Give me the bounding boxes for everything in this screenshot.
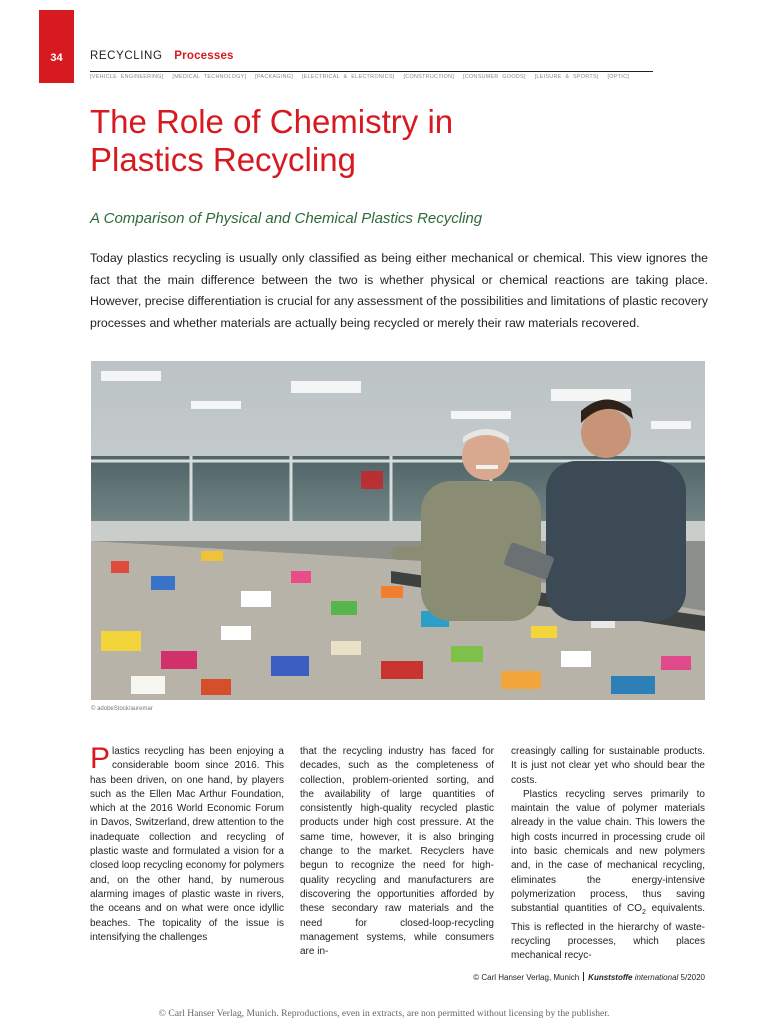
subscript: 2 xyxy=(642,909,646,917)
title-line-1: The Role of Chemistry in xyxy=(90,103,454,140)
page-footer xyxy=(473,972,705,982)
category-tag: [LEISURE & SPORTS] xyxy=(534,74,599,80)
article-subtitle: A Comparison of Physical and Chemical Plastics Recycling xyxy=(90,210,483,227)
category-tag: [VEHICLE ENGINEERING] xyxy=(90,74,164,80)
category-tag: [MEDICAL TECHNOLOGY] xyxy=(172,74,247,80)
section-header xyxy=(90,50,234,62)
article-photo xyxy=(91,361,705,700)
footer-edition: international xyxy=(634,973,679,982)
body-text: lastics recycling has been enjoying a considerable boom since 2016. This has been driven, on one hand, by players such as the Ellen Mac Arthur Foundation, which at the 2016 World Economic Forum in Davos, Switzerland, drew attention to the inadequate collection and recycling of plastic waste and formulated a vision for a closed loop recycling economy for polymers and, on the other hand, by numerous alarming images of plastic waste in rivers, the oceans and on what were once idyllic beaches. The topicality of the issue is intensifying the challenges xyxy=(90,746,284,943)
footer-separator xyxy=(583,972,584,981)
header-rule xyxy=(90,71,653,72)
section-label: RECYCLING xyxy=(90,50,163,62)
category-tag: [CONSUMER GOODS] xyxy=(462,74,526,80)
category-tag: [PACKAGING] xyxy=(255,74,294,80)
category-tag: [ELECTRICAL & ELECTRONICS] xyxy=(301,74,395,80)
page-number: 34 xyxy=(50,52,63,64)
body-text: equivalents. This is reflected in the hierarchy of waste-recycling processes, which places mechanical recyc- xyxy=(511,903,705,962)
body-text: Plastics recycling serves primarily to maintain the value of polymer materials already in the value chain. This lowers the high costs incurred in processing crude oil into basic chemicals and new polymers and, in the case of mechanical recycling, eliminates the energy-intensive polymerization process, thus saving substantial quantities of CO xyxy=(511,788,705,915)
photo-credit: © adobeStock/auremar xyxy=(91,706,153,712)
body-paragraph xyxy=(511,788,705,964)
lead-paragraph: Today plastics recycling is usually only classified as being either mechanical or chemical. This view ignores the fact that the main difference between the two is whether physical or chemical reactions are taking place. However, precise differentiation is crucial for any assessment of the possibilities and limitations of plastic recovery processes and whether materials are actually being recycled or merely their raw materials recovered. xyxy=(90,251,708,330)
category-tag: [CONSTRUCTION] xyxy=(403,74,455,80)
footer-issue: 5/2020 xyxy=(680,973,705,982)
footer-magazine: Kunststoffe xyxy=(588,973,633,982)
subsection-label: Processes xyxy=(174,50,234,62)
title-line-2: Plastics Recycling xyxy=(90,141,356,178)
body-column-3 xyxy=(511,745,705,963)
category-tags xyxy=(90,74,653,80)
article-title xyxy=(90,103,453,179)
copyright-notice: © Carl Hanser Verlag, Munich. Reproductions, even in extracts, are non permitted without licensing by the publisher. xyxy=(158,1008,610,1019)
body-text: that the recycling industry has faced for decades, such as the completeness of collection, problem-oriented sorting, and the availability of large quantities of consistently high-quality recycled plastic products under high cost pressure. At the same time, however, it is also bringing change to the market. Recyclers have begun to recognize the need for high-quality recycling and manufacturers are discovering the opportunities afforded by these secondary raw materials and the need for closed-loop-recycling management systems, while consumers are in- xyxy=(300,746,494,958)
body-column-2 xyxy=(300,745,494,959)
footer-publisher: © Carl Hanser Verlag, Munich xyxy=(473,973,580,982)
category-tag: [OPTIC] xyxy=(607,74,630,80)
body-column-1 xyxy=(90,742,284,945)
page-number-tab xyxy=(39,10,74,83)
body-text: creasingly calling for sustainable products. It is just not clear yet who should bear the costs. xyxy=(511,746,705,786)
drop-cap: P xyxy=(90,742,111,775)
